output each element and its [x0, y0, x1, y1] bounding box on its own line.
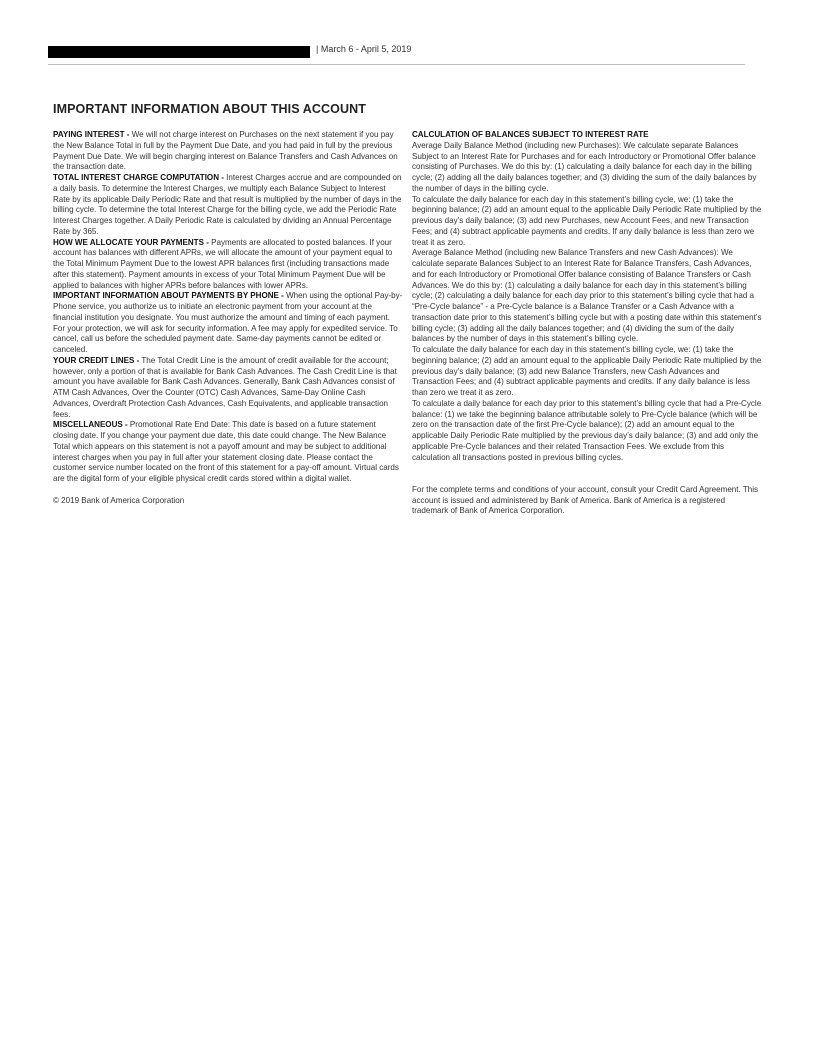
spacer: [412, 474, 762, 485]
section-body: We will not charge interest on Purchases on the next statement if you pay the New Balance Total in full by the Payment Due Date, and you had paid in full by the previous Payment Due Date. We will begin charging interest on Balance Transfers and Cash Advances on the transaction date.: [53, 130, 398, 172]
section-heading: YOUR CREDIT LINES -: [53, 355, 140, 365]
page-title: IMPORTANT INFORMATION ABOUT THIS ACCOUNT: [53, 102, 366, 116]
avg-balance-intro-paragraph: Average Balance Method (including new Balance Transfers and new Cash Advances): We calculate separate Balances Subject to an Interest Rate for Balance Transfers, Cash Advances, and for each Introductory or Promotional Offer balance consisting of Balance Transfers or Cash Advances. We do this by: (1) calculating a daily balance for each day in this statement’s billing cycle; (2) calculating a daily balance for each day prior to this statement’s billing cycle that had a “Pre-Cycle balance” - a Pre-Cycle balance is a Balance Transfer or a Cash Advance with a transaction date prior to this statement’s billing cycle but with a posting date within this statement’s billing cycle; (3) adding all the daily balances together; and (4) dividing the sum of the daily balances by the number of days in this statement’s billing cycle.: [412, 248, 762, 344]
redaction-bar: [48, 46, 310, 58]
spacer: [412, 463, 762, 474]
payments-by-phone-section: [53, 291, 403, 356]
section-heading: PAYING INTEREST -: [53, 130, 130, 139]
avg-daily-calc-paragraph: To calculate the daily balance for each day in this statement’s billing cycle, we: (1) take the beginning balance; (2) add an amount equal to the applicable Daily Periodic Rate multiplied by the previous day’s daily balance; (3) add new Purchases, new Account Fees, and new Transaction Fees; and (4) subtract applicable payments and credits. If any daily balance is less than zero we treat it as zero.: [412, 194, 762, 247]
total-interest-section: [53, 173, 403, 238]
statement-period: | March 6 - April 5, 2019: [316, 44, 412, 54]
section-body: When using the optional Pay-by-Phone service, you authorize us to initiate an electronic payment from your account at the financial institution you designate. You must authorize the amount and timing of each payment. For your protection, we will ask for security information. A fee may apply for expedited service. To cancel, call us before the scheduled payment date. Same-day payments cannot be edited or canceled.: [53, 291, 403, 354]
section-heading: IMPORTANT INFORMATION ABOUT PAYMENTS BY PHONE -: [53, 291, 284, 301]
header-divider: [48, 64, 745, 65]
avg-balance-calc-paragraph: To calculate the daily balance for each day in this statement’s billing cycle, we: (1) take the beginning balance; (2) add an amount equal to the applicable Daily Periodic Rate multiplied by the previous day’s daily balance; (3) add new Balance Transfers, new Cash Advances and Transaction Fees; and (4) subtract applicable payments and credits. If any daily balance is less than zero we treat it as zero.: [412, 345, 762, 397]
section-heading: MISCELLANEOUS -: [53, 420, 128, 430]
credit-lines-section: [53, 356, 403, 421]
paying-interest-section: [53, 130, 403, 173]
section-body: Payments are allocated to posted balances. If your account has balances with different APRs, we will allocate the amount of your payment equal to the Total Minimum Payment Due to the lowest APR balances first (including transactions made after this statement). Payment amounts in excess of your Total Minimum Payment Due will be applied to balances with higher APRs before balances with lower APRs.: [53, 237, 393, 290]
closing-paragraph: For the complete terms and conditions of your account, consult your Credit Card Agreement. This account is issued and administered by Bank of America. Bank of America is a registered trademark of Bank of America Corporation.: [412, 484, 759, 516]
copyright-notice: © 2019 Bank of America Corporation: [53, 495, 185, 505]
right-column: [412, 130, 762, 517]
avg-daily-intro-paragraph: Average Daily Balance Method (including new Purchases): We calculate separate Balances Subject to an Interest Rate for Purchases and for each Introductory or Promotional Offer balance consisting of Purchases. We do this by: (1) calculating a daily balance for each day in the billing cycle; (2) adding all the daily balances together; and (3) dividing the sum of the daily balances by the number of days in the billing cycle.: [412, 140, 757, 193]
pre-cycle-calc-paragraph: To calculate a daily balance for each day prior to this statement’s billing cycle that had a Pre-Cycle balance: (1) we take the beginning balance attributable solely to Pre-Cycle balance (which will be zero on the transaction date of the first Pre-Cycle balance); (2) add an amount equal to the applicable Daily Periodic Rate multiplied by the previous day’s daily balance; (3) and add only the applicable Pre-Cycle balances and their related Transaction Fees. We exclude from this calculation all transactions posted in previous billing cycles.: [412, 398, 762, 462]
calculation-heading: CALCULATION OF BALANCES SUBJECT TO INTEREST RATE: [412, 130, 649, 139]
miscellaneous-section: [53, 420, 403, 485]
section-body: The Total Credit Line is the amount of credit available for the account; however, only a portion of that is available for Bank Cash Advances. The Cash Credit Line is that amount you have available for Bank Cash Advances. Generally, Bank Cash Advances consist of ATM Cash Advances, Over the Counter (OTC) Cash Advances, Same-Day Online Cash Advances, Overdraft Protection Cash Advances, Cash Equivalents, and applicable transaction fees.: [53, 355, 397, 419]
section-body: Interest Charges accrue and are compounded on a daily basis. To determine the Interest Charges, we multiply each Balance Subject to Interest Rate by its applicable Daily Periodic Rate and that result is multiplied by the number of days in the billing cycle. To determine the total Interest Charge for the billing cycle, we add the Periodic Rate Interest Charges together. A Daily Periodic Rate is calculated by dividing an Annual Percentage Rate by 365.: [53, 173, 402, 236]
section-heading: HOW WE ALLOCATE YOUR PAYMENTS -: [53, 237, 209, 247]
left-column: [53, 130, 403, 506]
section-heading: TOTAL INTEREST CHARGE COMPUTATION -: [53, 173, 224, 182]
section-body: Promotional Rate End Date: This date is based on a future statement closing date. If you change your payment due date, this date could change. The New Balance Total which appears on this statement is not a payoff amount and may be subject to additional interest charges when you pay in full after your statement closing date. Please contact the customer service number located on the front of this statement for a pay-off amount. Virtual cards are the digital form of your eligible physical credit cards stored within a digital wallet.: [53, 420, 399, 483]
allocate-payments-section: [53, 238, 403, 292]
